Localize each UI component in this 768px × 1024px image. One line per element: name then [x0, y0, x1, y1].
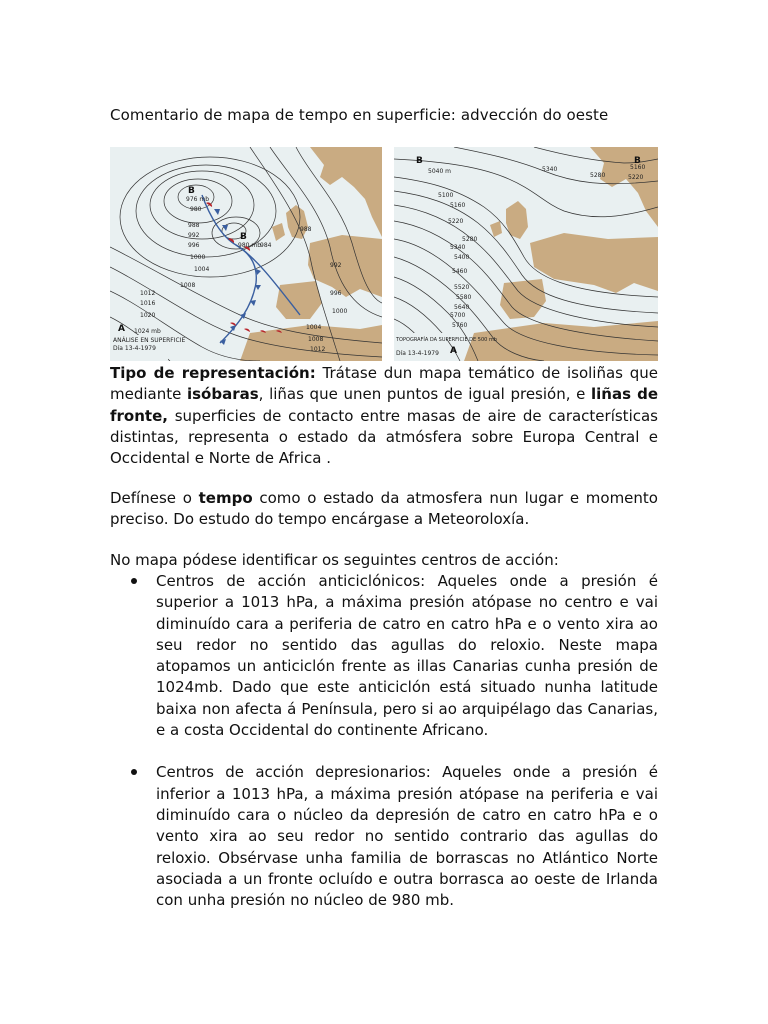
svg-text:5520: 5520	[454, 284, 470, 291]
svg-text:980 mb: 980 mb	[238, 242, 262, 249]
svg-text:992: 992	[188, 232, 200, 239]
svg-text:1016: 1016	[140, 300, 156, 307]
map-caption: TOPOGRAFÍA DA SUPERFICIE DE 500 mb	[396, 337, 497, 343]
low-pressure-center-label: B	[188, 186, 195, 196]
svg-text:1004: 1004	[306, 324, 322, 331]
svg-text:5280: 5280	[462, 236, 478, 243]
action-centers-intro: No mapa pódese identificar os seguintes centros de acción:	[110, 551, 559, 569]
svg-text:988: 988	[300, 226, 312, 233]
svg-text:992: 992	[330, 262, 342, 269]
svg-text:988: 988	[188, 222, 200, 229]
low-center-label: B	[634, 156, 641, 166]
upper-air-500mb-map	[394, 147, 658, 361]
svg-text:1004: 1004	[194, 266, 210, 273]
svg-text:5220: 5220	[628, 174, 644, 181]
high-center-label: A	[450, 346, 457, 356]
surface-analysis-map	[110, 147, 382, 361]
svg-text:5640: 5640	[454, 304, 470, 311]
svg-text:5400: 5400	[454, 254, 470, 261]
list-item: Centros de acción depresionarios: Aqueles onde a presión é inferior a 1013 hPa, a máxima presión atópase na periferia e vai diminuído cara o núcleo da depresión de catro en catro hPa e o vento xira ao seu redor no sentido contrario das agullas do reloxio. Obsérvase unha familia de borrascas no Atlántico Norte asociada a un fronte ocluído e outra borrasca ao oeste de Irlanda con unha presión no núcleo de 980 mb.	[110, 762, 658, 911]
svg-text:5340: 5340	[450, 244, 466, 251]
bullet-icon	[131, 578, 137, 584]
svg-text:1020: 1020	[140, 312, 156, 319]
low-center-label: B	[416, 156, 423, 166]
map-date: Día 13-4-1979	[113, 345, 156, 352]
svg-text:5280: 5280	[590, 172, 606, 179]
svg-text:5160: 5160	[630, 164, 646, 171]
svg-text:984: 984	[260, 242, 272, 249]
svg-text:1012: 1012	[140, 290, 156, 297]
high-pressure-center-label: A	[118, 324, 125, 334]
svg-text:996: 996	[330, 290, 342, 297]
weather-maps-figure	[110, 147, 658, 361]
map-date: Día 13-4-1979	[396, 350, 439, 357]
bullet-icon	[131, 769, 137, 775]
svg-text:5700: 5700	[450, 312, 466, 319]
svg-text:1008: 1008	[180, 282, 196, 289]
svg-text:996: 996	[188, 242, 200, 249]
svg-text:1008: 1008	[308, 336, 324, 343]
svg-text:1000: 1000	[190, 254, 206, 261]
document-title: Comentario de mapa de tempo en superficie: advección do oeste	[110, 106, 609, 124]
list-item: Centros de acción anticiclónicos: Aqueles onde a presión é superior a 1013 hPa, a máxima presión atópase no centro e vai diminuído cara a periferia de catro en catro hPa e o vento xira ao seu redor no sentido das agullas do reloxio. Neste mapa atopamos un anticiclón frente as illas Canarias cunha presión de 1024mb. Dado que este anticiclón está situado nunha latitude baixa non afecta á Península, pero si ao arquipélago das Canarias, e a costa Occidental do continente Africano.	[110, 571, 658, 741]
action-centers-list	[110, 571, 658, 911]
svg-text:5220: 5220	[448, 218, 464, 225]
svg-text:976 mb: 976 mb	[186, 196, 210, 203]
svg-text:5340: 5340	[542, 166, 558, 173]
svg-text:1012: 1012	[310, 346, 326, 353]
svg-text:5460: 5460	[452, 268, 468, 275]
svg-text:1024 mb: 1024 mb	[134, 328, 161, 335]
svg-text:1000: 1000	[332, 308, 348, 315]
low-pressure-center-label: B	[240, 232, 247, 242]
weather-definition-paragraph: Defínese o tempo como o estado da atmosfera nun lugar e momento preciso. Do estudo do tempo encárgase a Meteoroloxía.	[110, 489, 658, 529]
svg-text:5040 m: 5040 m	[428, 168, 452, 175]
svg-text:5760: 5760	[452, 322, 468, 329]
representation-paragraph: Tipo de representación: Trátase dun mapa temático de isoliñas que mediante isóbaras, liñas que unen puntos de igual presión, e liñas de fronte, superficies de contacto entre masas de aire de características distintas, representa o estado da atmósfera sobre Europa Central e Occidental e Norte de Africa .	[110, 364, 659, 468]
svg-text:5160: 5160	[450, 202, 466, 209]
svg-text:5580: 5580	[456, 294, 472, 301]
svg-text:5100: 5100	[438, 192, 454, 199]
map-caption: ANÁLISE EN SUPERFICIE	[113, 337, 186, 344]
svg-text:980: 980	[190, 206, 202, 213]
